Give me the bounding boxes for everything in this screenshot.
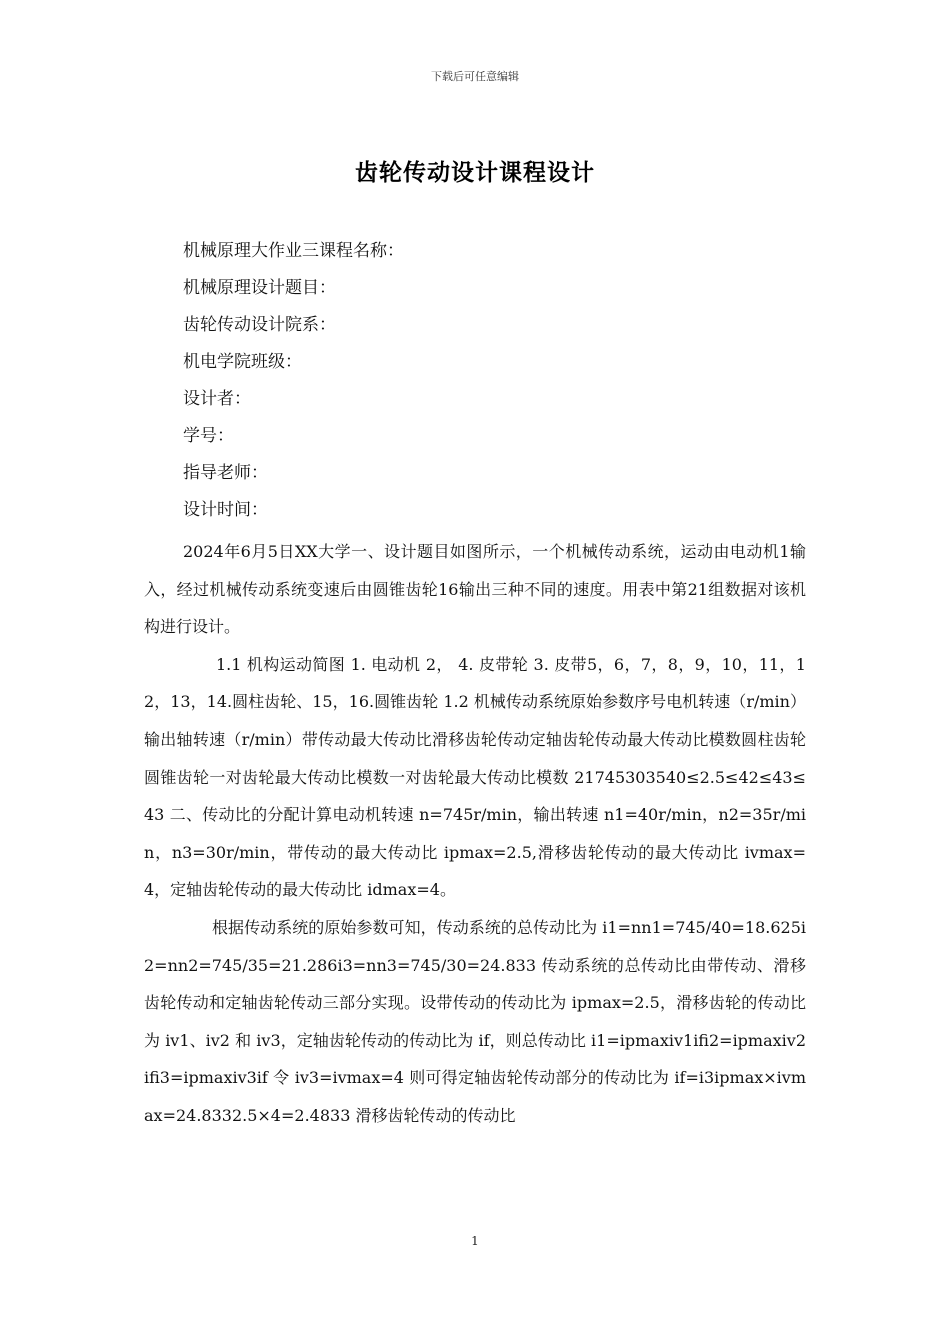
document-body bbox=[144, 533, 806, 1135]
info-line-design-time: 设计时间： bbox=[183, 500, 268, 520]
paragraph-design-topic: 2024年6月5日XX大学一、设计题目如图所示，一个机械传动系统，运动由电动机1输入，经过机械传动系统变速后由圆锥齿轮16输出三种不同的速度。用表中第21组数据对该机构进行设计。 bbox=[144, 542, 806, 637]
course-info-list bbox=[183, 233, 404, 529]
info-line-class: 机电学院班级： bbox=[183, 352, 302, 372]
page-header-note: 下载后可任意编辑 bbox=[431, 70, 519, 83]
info-line-course-name: 机械原理大作业三课程名称： bbox=[183, 241, 404, 261]
info-line-designer: 设计者： bbox=[183, 389, 251, 409]
info-line-design-topic: 机械原理设计题目： bbox=[183, 278, 336, 298]
paragraph-ratio-calculation: 根据传动系统的原始参数可知，传动系统的总传动比为 i1=nn1=745/40=18.625i2=nn2=745/35=21.286i3=nn3=745/30=24.833 传动系统的总传动比由带传动、滑移齿轮传动和定轴齿轮传动三部分实现。设带传动的传动比为 ipmax=2.5，滑移齿轮的传动比为 iv1、iv2 和 iv3，定轴齿轮传动的传动比为 if，则总传动比 i1=ipmaxiv1ifi2=ipmaxiv2ifi3=ipmaxiv3if 令 iv3=ivmax=4 则可得定轴齿轮传动部分的传动比为 if=i3ipmax×ivmax=24.8332.5×4=2.4833 滑移齿轮传动的传动比 bbox=[144, 917, 806, 1125]
info-line-department: 齿轮传动设计院系： bbox=[183, 315, 336, 335]
info-line-advisor: 指导老师： bbox=[183, 463, 268, 483]
page-number: 1 bbox=[471, 1234, 479, 1248]
document-title: 齿轮传动设计课程设计 bbox=[355, 160, 595, 186]
info-line-student-id: 学号： bbox=[183, 426, 234, 446]
paragraph-mechanism-params: 1.1 机构运动简图 1. 电动机 2， 4. 皮带轮 3. 皮带5，6，7，8，9，10，11，12，13，14.圆柱齿轮、15，16.圆锥齿轮 1.2 机械传动系统原始参数序号电机转速（r/min）输出轴转速（r/min）带传动最大传动比滑移齿轮传动定轴齿轮传动最大传动比模数圆柱齿轮圆锥齿轮一对齿轮最大传动比模数一对齿轮最大传动比模数 21745303540≤2.5≤42≤43≤43 二、传动比的分配计算电动机转速 n=745r/min，输出转速 n1=40r/min，n2=35r/min，n3=30r/min，带传动的最大传动比 ipmax=2.5,滑移齿轮传动的最大传动比 ivmax=4，定轴齿轮传动的最大传动比 idmax=4。 bbox=[144, 654, 806, 900]
